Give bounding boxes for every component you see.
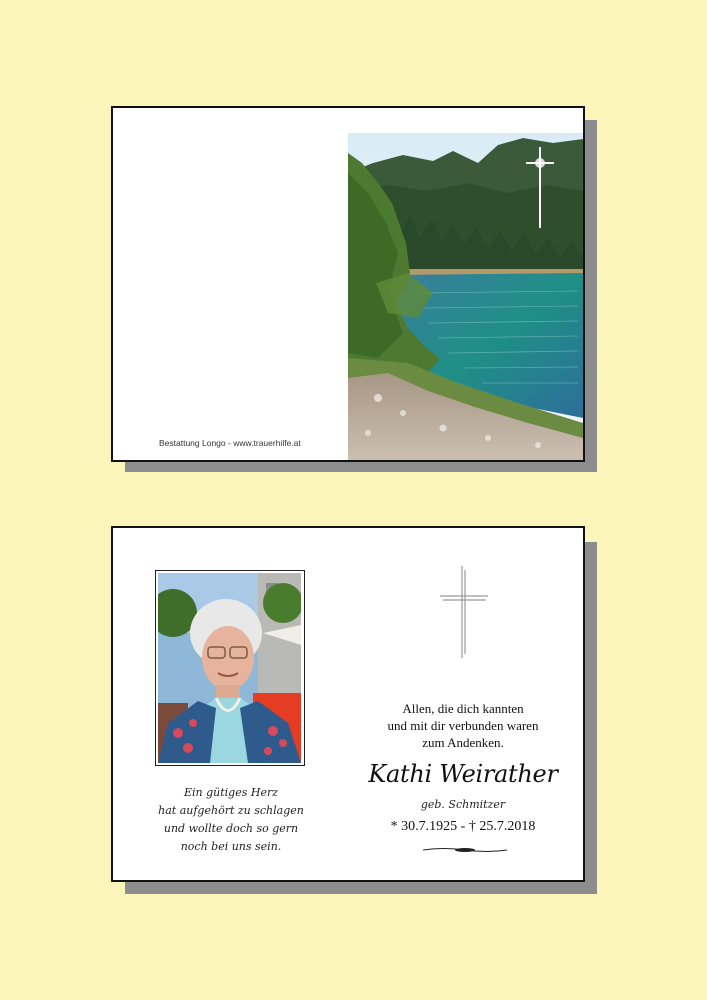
poem-line: und wollte doch so gern — [163, 822, 299, 835]
poem-line: hat aufgehört zu schlagen — [158, 804, 304, 817]
life-dates: * 30.7.1925 - † 25.7.2018 — [390, 819, 536, 834]
divider-ornament-icon — [423, 846, 507, 854]
portrait-photo — [155, 570, 305, 766]
poem-line: noch bei uns sein. — [180, 840, 282, 853]
front-card — [111, 106, 585, 462]
memorial-poem — [141, 784, 321, 856]
poem-line: Ein gütiges Herz — [183, 786, 279, 799]
publisher-credit: Bestattung Longo - www.trauerhilfe.at — [159, 438, 301, 448]
inside-card — [111, 526, 585, 882]
dedication-line: zum Andenken. — [422, 735, 504, 750]
maiden-name: geb. Schmitzer — [420, 798, 506, 811]
landscape-image — [348, 133, 583, 460]
cross-icon — [440, 566, 490, 658]
dedication-line: Allen, die dich kannten — [402, 701, 524, 716]
dedication-text — [363, 700, 563, 751]
dedication-line: und mit dir verbunden waren — [387, 718, 539, 733]
deceased-name: Kathi Weirather — [368, 760, 558, 788]
